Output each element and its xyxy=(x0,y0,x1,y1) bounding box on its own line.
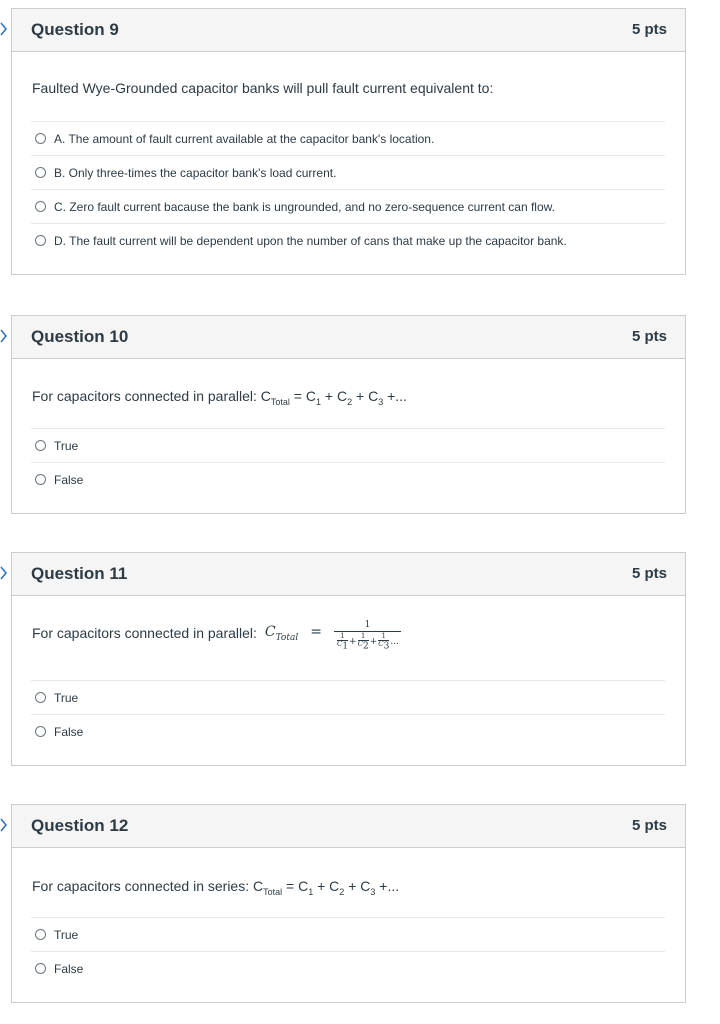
question-text: Faulted Wye-Grounded capacitor banks will pull fault current equivalent to: xyxy=(32,80,494,96)
question-text: For capacitors connected in series: $C_{Total} = C_1 + C_2 + C_3$ +... xyxy=(32,878,400,897)
question-marker-icon xyxy=(0,818,8,832)
answer-option[interactable] xyxy=(31,462,665,496)
answer-label: False xyxy=(54,724,84,739)
radio-button[interactable] xyxy=(35,440,46,451)
answer-label: C. Zero fault current bacause the bank is ungrounded, and no zero-sequence current can flow. xyxy=(54,199,555,214)
radio-button[interactable] xyxy=(35,167,46,178)
question-title: Question 12 xyxy=(31,816,129,835)
answer-label: False xyxy=(54,961,84,976)
question-title: Question 11 xyxy=(31,564,128,583)
answer-list xyxy=(31,917,665,985)
question-card xyxy=(11,8,686,275)
radio-button[interactable] xyxy=(35,726,46,737)
radio-button[interactable] xyxy=(35,133,46,144)
question-header xyxy=(12,805,685,848)
formula-fraction: 1 1 $C_1$ + $\frac{1}{C_2}$ + $\frac{1}{C_3}$ ... xyxy=(334,620,401,650)
answer-list xyxy=(31,428,665,496)
answer-option[interactable] xyxy=(31,714,665,748)
answer-label: True xyxy=(54,690,79,705)
question-header xyxy=(12,9,685,52)
question-points: 5 pts xyxy=(631,565,667,582)
answer-list xyxy=(31,121,665,257)
answer-label: A. The amount of fault current available at the capacitor bank's location. xyxy=(54,131,435,146)
answer-option[interactable] xyxy=(31,189,665,223)
radio-button[interactable] xyxy=(35,963,46,974)
radio-button[interactable] xyxy=(35,235,46,246)
radio-button[interactable] xyxy=(35,929,46,940)
formula-c-total: $C_{Total}$ xyxy=(264,624,299,643)
question-title: Question 10 xyxy=(31,327,129,346)
question-card xyxy=(11,804,686,1003)
question-header xyxy=(12,553,685,596)
question-marker-icon xyxy=(0,22,8,36)
question-marker-icon xyxy=(0,329,8,343)
question-points: 5 pts xyxy=(631,817,667,834)
answer-option[interactable] xyxy=(31,917,665,951)
radio-button[interactable] xyxy=(35,201,46,212)
answer-option[interactable] xyxy=(31,680,665,714)
answer-option[interactable] xyxy=(31,428,665,462)
answer-list xyxy=(31,680,665,748)
question-points: 5 pts xyxy=(631,328,667,345)
answer-label: B. Only three-times the capacitor bank's load current. xyxy=(54,165,337,180)
question-card xyxy=(11,552,686,766)
answer-label: True xyxy=(54,438,79,453)
answer-label: False xyxy=(54,472,84,487)
answer-option[interactable] xyxy=(31,223,665,257)
radio-button[interactable] xyxy=(35,474,46,485)
answer-label: D. The fault current will be dependent upon the number of cans that make up the capacitor bank. xyxy=(54,233,567,248)
radio-button[interactable] xyxy=(35,692,46,703)
question-text: For capacitors connected in parallel: $C_{Total} = C_1 + C_2 + C_3$ +... xyxy=(32,388,407,407)
question-card xyxy=(11,315,686,514)
answer-option[interactable] xyxy=(31,951,665,985)
question-header xyxy=(12,316,685,359)
question-title: Question 9 xyxy=(31,20,119,39)
question-text: For capacitors connected in parallel: $C_{Total}$ = 1 1 $C_1$ + $\frac{1}{C_2}$ + $\frac{1}{C_3}$ ... xyxy=(32,620,399,652)
answer-option[interactable] xyxy=(31,121,665,155)
answer-option[interactable] xyxy=(31,155,665,189)
question-points: 5 pts xyxy=(631,21,667,38)
question-marker-icon xyxy=(0,566,8,580)
answer-label: True xyxy=(54,927,79,942)
